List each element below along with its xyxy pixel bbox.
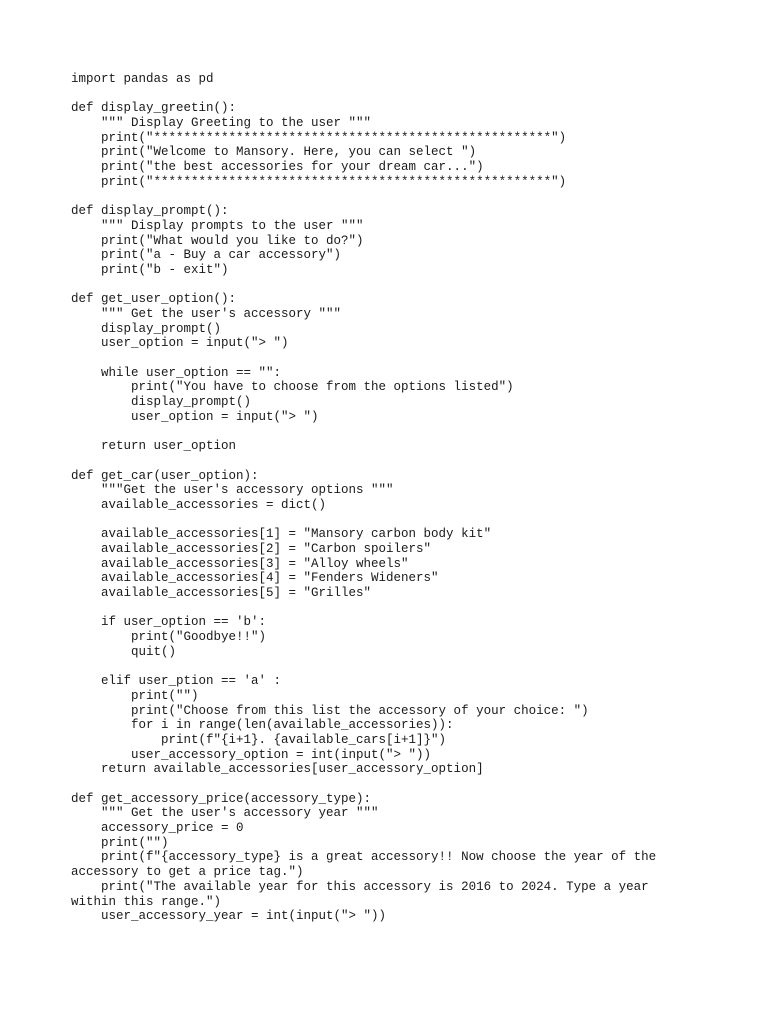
code-line: def display_prompt(): bbox=[71, 204, 229, 219]
code-line: available_accessories[5] = "Grilles" bbox=[71, 586, 372, 601]
code-line: """ Display Greeting to the user """ bbox=[71, 116, 372, 131]
code-line: while user_option == "": bbox=[71, 365, 282, 380]
code-line: accessory to get a price tag.") bbox=[71, 865, 304, 880]
code-line bbox=[71, 425, 691, 440]
code-line bbox=[71, 190, 691, 205]
code-line: user_accessory_option = int(input("> ")) bbox=[71, 747, 432, 762]
code-line: user_accessory_year = int(input("> ")) bbox=[71, 909, 387, 924]
code-line bbox=[71, 278, 691, 293]
code-line bbox=[71, 660, 691, 675]
code-line bbox=[71, 351, 691, 366]
code-line: user_option = input("> ") bbox=[71, 409, 319, 424]
code-line: print("*****************************************************") bbox=[71, 174, 567, 189]
code-listing bbox=[71, 72, 691, 924]
code-line: print("Choose from this list the accessory of your choice: ") bbox=[71, 703, 589, 718]
code-line: """Get the user's accessory options """ bbox=[71, 483, 394, 498]
code-line: print("You have to choose from the options listed") bbox=[71, 380, 514, 395]
code-line: if user_option == 'b': bbox=[71, 615, 267, 630]
code-line: print("") bbox=[71, 688, 199, 703]
code-line: print("the best accessories for your dream car...") bbox=[71, 160, 484, 175]
code-line: for i in range(len(available_accessories)): bbox=[71, 718, 454, 733]
code-line: print(f"{accessory_type} is a great accessory!! Now choose the year of the bbox=[71, 850, 657, 865]
code-line: print("What would you like to do?") bbox=[71, 233, 364, 248]
code-line: available_accessories[3] = "Alloy wheels" bbox=[71, 556, 409, 571]
code-line: accessory_price = 0 bbox=[71, 821, 244, 836]
code-line bbox=[71, 601, 691, 616]
code-line: user_option = input("> ") bbox=[71, 336, 289, 351]
code-line: quit() bbox=[71, 644, 177, 659]
code-line: display_prompt() bbox=[71, 321, 222, 336]
code-line: print("Goodbye!!") bbox=[71, 630, 267, 645]
code-line: print("b - exit") bbox=[71, 262, 229, 277]
code-line bbox=[71, 87, 691, 102]
code-line: print("The available year for this accessory is 2016 to 2024. Type a year bbox=[71, 879, 649, 894]
code-line: """ Display prompts to the user """ bbox=[71, 218, 364, 233]
code-line: print("") bbox=[71, 835, 169, 850]
code-line: def display_greetin(): bbox=[71, 101, 237, 116]
code-line: print("a - Buy a car accessory") bbox=[71, 248, 342, 263]
code-line: def get_car(user_option): bbox=[71, 468, 259, 483]
code-line: available_accessories[4] = "Fenders Wideners" bbox=[71, 571, 439, 586]
code-line: """ Get the user's accessory year """ bbox=[71, 806, 379, 821]
code-line: """ Get the user's accessory """ bbox=[71, 307, 342, 321]
code-line bbox=[71, 454, 691, 469]
code-line: def get_accessory_price(accessory_type): bbox=[71, 791, 372, 806]
code-line bbox=[71, 777, 691, 792]
code-line: print("*****************************************************") bbox=[71, 130, 567, 145]
code-line: available_accessories[2] = "Carbon spoilers" bbox=[71, 542, 432, 556]
code-line: available_accessories[1] = "Mansory carbon body kit" bbox=[71, 527, 492, 542]
code-line: elif user_ption == 'a' : bbox=[71, 674, 282, 689]
code-line: return available_accessories[user_accessory_option] bbox=[71, 762, 484, 777]
code-line: print("Welcome to Mansory. Here, you can select ") bbox=[71, 145, 477, 160]
code-line: within this range.") bbox=[71, 894, 222, 909]
code-line: def get_user_option(): bbox=[71, 292, 237, 307]
code-line: return user_option bbox=[71, 439, 237, 454]
code-line bbox=[71, 513, 691, 528]
code-line: print(f"{i+1}. {available_cars[i+1]}") bbox=[71, 732, 447, 747]
code-line: available_accessories = dict() bbox=[71, 497, 327, 512]
code-line: import pandas as pd bbox=[71, 72, 214, 86]
code-line: display_prompt() bbox=[71, 395, 252, 410]
